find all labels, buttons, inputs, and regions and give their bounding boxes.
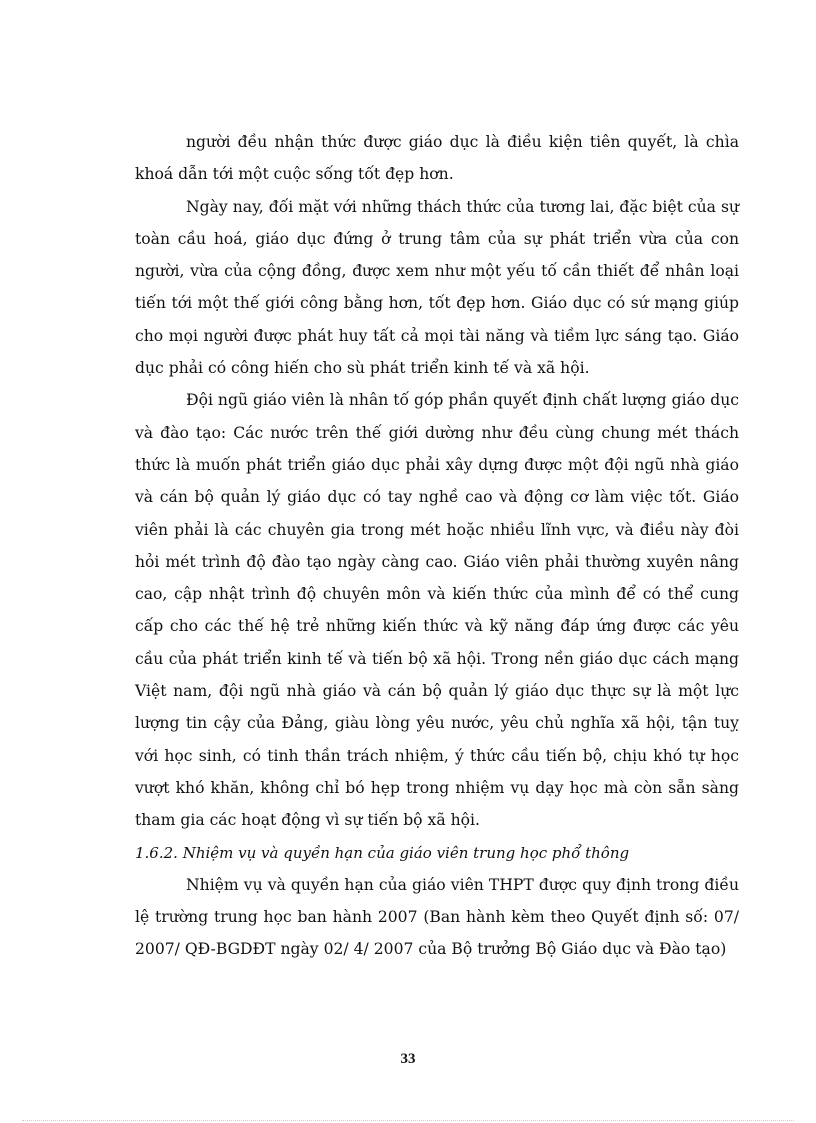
section-heading: 1.6.2. Nhiệm vụ và quyền hạn của giáo viên trung học phổ thông [135,843,630,862]
paragraph-4: Nhiệm vụ và quyền hạn của giáo viên THPT được quy định trong điều lệ trường trung học ban hành 2007 (Ban hành kèm theo Quyết định số: 07/ 2007/ QĐ-BGDĐT ngày 02/ 4/ 2007 của Bộ trưởng Bộ Giáo dục và Đào tạo) [135,875,739,959]
footer-divider [22,1120,794,1121]
document-body [135,126,739,966]
paragraph-1: người đều nhận thức được giáo dục là điều kiện tiên quyết, là chìa khoá dẫn tới một cuộc sống tốt đẹp hơn. [135,133,739,184]
paragraph-2: Ngày nay, đối mặt với những thách thức của tương lai, đặc biệt của sự toàn cầu hoá, giáo dục đứng ở trung tâm của sự phát triển vừa của con người, vừa của cộng đồng, được xem như một yếu tố cần thiết để nhân loại tiến tới một thế giới công bằng hơn, tốt đẹp hơn. Giáo dục có sứ mạng giúp cho mọi người được phát huy tất cả mọi tài năng và tiềm lực sáng tạo. Giáo dục phải có công hiến cho sù phát triển kinh tế và xã hội. [135,197,739,378]
paragraph-3: Đội ngũ giáo viên là nhân tố góp phần quyết định chất lượng giáo dục và đào tạo: Các nước trên thế giới dường như đều cùng chung mét thách thức là muốn phát triển giáo dục phải xây dựng được một đội ngũ nhà giáo và cán bộ quản lý giáo dục có tay nghề cao và động cơ làm việc tốt. Giáo viên phải là các chuyên gia trong mét hoặc nhiều lĩnh vực, và điều này đòi hỏi mét trình độ đào tạo ngày càng cao. Giáo viên phải thường xuyên nâng cao, cập nhật trình độ chuyên môn và kiến thức của mình để có thể cung cấp cho các thế hệ trẻ những kiến thức và kỹ năng đáp ứng được các yêu cầu của phát triển kinh tế và tiến bộ xã hội. Trong nền giáo dục cách mạng Việt nam, đội ngũ nhà giáo và cán bộ quản lý giáo dục thực sự là một lực lượng tin cậy của Đảng, giàu lòng yêu nước, yêu chủ nghĩa xã hội, tận tuỵ với học sinh, có tinh thần trách nhiệm, ý thức cầu tiến bộ, chịu khó tự học vượt khó khăn, không chỉ bó hẹp trong nhiệm vụ dạy học mà còn sẵn sàng tham gia các hoạt động vì sự tiến bộ xã hội. [135,391,739,830]
page-number: 33 [400,1051,416,1067]
